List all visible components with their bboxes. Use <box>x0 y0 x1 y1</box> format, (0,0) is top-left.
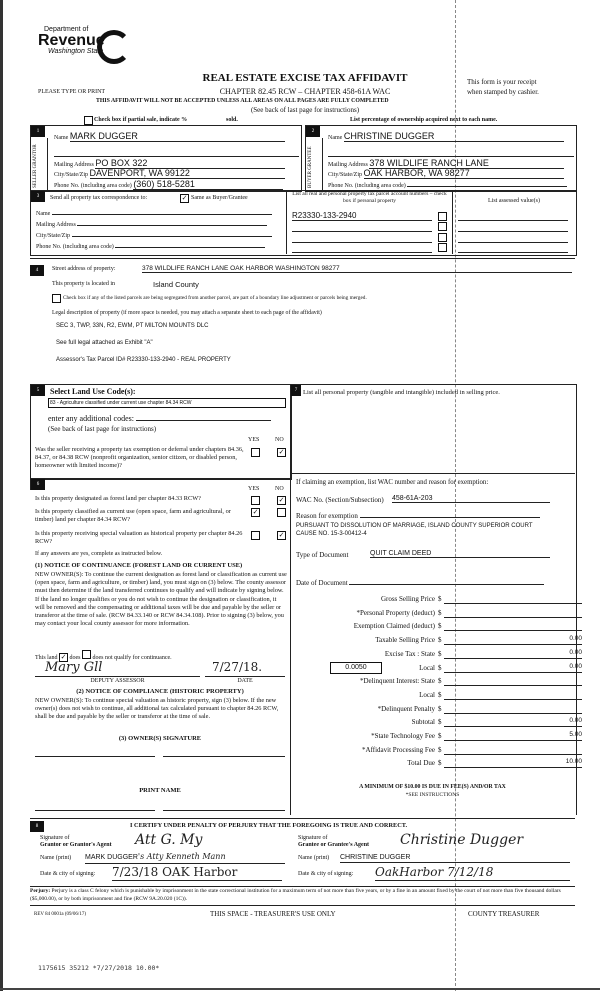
form-title: REAL ESTATE EXCISE TAX AFFIDAVIT <box>202 72 408 84</box>
grantee-date-city[interactable]: OakHarbor 7/12/18 <box>375 865 494 879</box>
section-number-4: 4 <box>30 265 44 276</box>
currency-symbol: $ <box>438 663 442 672</box>
assessor-signature: Mary Gll <box>45 660 103 675</box>
fee-label: Exemption Claimed (deduct) <box>353 622 435 631</box>
land-use-label: Select Land Use Code(s): <box>50 387 136 396</box>
buyer-phone-blank <box>407 179 567 187</box>
perjury-notice <box>30 888 575 903</box>
fee-label: *State Technology Fee <box>371 732 435 740</box>
corr-address-field[interactable] <box>36 219 267 228</box>
label: Grantor or Grantor's Agent <box>40 842 112 848</box>
divider <box>30 886 575 887</box>
grantee-signature-label <box>298 835 369 849</box>
forest-land-question: Is this property designated as forest land per chapter 84.33 RCW? <box>35 495 201 502</box>
divider <box>452 190 453 254</box>
label: Mailing Address <box>36 222 76 228</box>
seller-side-label: SELLER GRANTOR <box>33 144 38 188</box>
fee-label: Taxable Selling Price <box>375 636 435 645</box>
currency-symbol: $ <box>438 677 442 686</box>
buyer-name-value: CHRISTINE DUGGER <box>344 131 564 142</box>
assessed-value-3[interactable] <box>458 242 568 243</box>
minimum-due-note: A MINIMUM OF $10.00 IS DUE IN FEE(S) AND/OR TAX <box>359 784 506 790</box>
label: qualify for continuance. <box>114 655 172 661</box>
grantor-signature-label <box>40 835 112 849</box>
buyer-name-field[interactable] <box>328 131 564 142</box>
label: Reason for exemption <box>296 512 358 520</box>
label: Phone No. (including area code) <box>328 183 406 189</box>
section-number-8: 8 <box>30 821 44 832</box>
divider <box>30 478 290 479</box>
divider <box>290 473 575 474</box>
seller-address-value: PO BOX 322 <box>95 158 285 169</box>
reason-label-row <box>296 511 540 520</box>
street-label: Street address of property: <box>52 266 116 272</box>
seller-name-field[interactable] <box>54 131 285 142</box>
parcel-number-4[interactable] <box>292 252 432 253</box>
parcel-header: List all real and personal property tax parcel account numbers – check box if personal property <box>292 191 447 204</box>
assessed-value-1[interactable] <box>458 220 568 221</box>
legal-description-label: Legal description of property (if more space is needed, you may attach a separate sheet to each page of the affidavit) <box>52 310 322 316</box>
grantor-name-field[interactable] <box>85 853 226 862</box>
personal-property-checkbox[interactable] <box>438 222 447 231</box>
label: Name <box>36 211 51 217</box>
corr-name-field[interactable] <box>36 208 272 217</box>
line <box>85 863 285 864</box>
send-correspondence-label: Send all property tax correspondence to: <box>50 195 148 201</box>
does-qualify-checkbox[interactable]: ✓ <box>60 653 67 661</box>
county-treasurer-label: COUNTY TREASURER <box>468 910 540 918</box>
warning-text: THIS AFFIDAVIT WILL NOT BE ACCEPTED UNLESS ALL AREAS ON ALL PAGES ARE FULLY COMPLETED <box>96 98 389 104</box>
exemption-label: If claiming an exemption, list WAC number and reason for exemption: <box>296 479 489 486</box>
deputy-assessor-label: DEPUTY ASSESSOR <box>90 678 145 684</box>
currency-symbol: $ <box>438 622 442 631</box>
fee-label: *Personal Property (deduct) <box>356 608 435 617</box>
assessed-header: List assessed value(s) <box>488 198 540 204</box>
label: Phone No. (including area code) <box>54 183 132 189</box>
seller-city-value: DAVENPORT, WA 99122 <box>90 168 285 179</box>
assessor-date: 7/27/18. <box>212 660 263 674</box>
exemption-yes-checkbox[interactable] <box>251 448 260 457</box>
fee-label: Excise Tax : State <box>384 649 435 658</box>
print-name-label: PRINT NAME <box>139 787 181 794</box>
notice-continuance-body: NEW OWNER(S): To continue the current designation as forest land or classification as current use (open space, farm and agriculture, or timber) land, you must sign on (3) below. The county assessor must then determine if the land transferred continues to qualify and will indicate by signing below. If the land no longer qualifies or you do not wish to continue the designation or classification, it will be removed and the compensating or additional taxes will be due and payable by the seller or transferor at the time of sale. (RCW 84.33.140 or RCW 84.34.108). Prior to signing (3) below, you may contact your local county assessor for more information. <box>35 571 287 628</box>
reason-value[interactable]: PURSUANT TO DISSOLUTION OF MARRIAGE, ISLAND COUNTY SUPERIOR COURT CAUSE NO. 15-3-00412-4 <box>296 523 533 537</box>
does-not-qualify-checkbox[interactable] <box>82 650 91 659</box>
buyer-city-field[interactable] <box>328 168 564 179</box>
signature-line <box>35 676 200 677</box>
label: This land <box>35 655 58 661</box>
divider <box>286 190 287 254</box>
name-print-label: Name (print) <box>298 855 330 861</box>
currency-symbol: $ <box>438 745 442 754</box>
label: does <box>69 655 81 661</box>
yes-header: YES <box>248 437 260 443</box>
personal-property-checkbox[interactable] <box>438 212 447 221</box>
historic-no-checkbox[interactable]: ✓ <box>278 531 285 539</box>
seller-name-value: MARK DUGGER <box>70 131 285 142</box>
parcel-number-3[interactable] <box>292 242 432 243</box>
see-back-text: (See back of last page for instructions) <box>250 106 360 114</box>
handwritten-name-annotation: 's Atty Kenneth Mann <box>137 852 226 861</box>
logo-text-top: Department of <box>44 26 89 33</box>
owner-signature-line[interactable] <box>163 756 285 757</box>
fee-value[interactable] <box>444 608 582 618</box>
additional-codes-field[interactable] <box>48 413 271 423</box>
scan-edge <box>0 0 3 991</box>
fee-value[interactable]: 5.00 <box>444 731 582 741</box>
date-city-label: Date & city of signing: <box>298 871 354 877</box>
partial-sale-label: Check box if partial sale, indicate % <box>94 117 188 123</box>
fee-value[interactable] <box>444 690 582 700</box>
date-line <box>205 676 285 677</box>
blank <box>77 219 267 226</box>
fee-value[interactable]: 0.00 <box>444 717 582 727</box>
label: Mailing Address <box>54 162 94 168</box>
chapter-text: CHAPTER 82.45 RCW – CHAPTER 458-61A WAC <box>219 87 391 96</box>
same-as-buyer-checkbox[interactable]: ✓ <box>181 194 188 202</box>
blank <box>360 511 540 518</box>
legal-line: Assessor's Tax Parcel ID# R23330-133-2940 - REAL PROPERTY <box>56 357 231 363</box>
local-rate-box[interactable]: 0.0050 <box>330 662 382 674</box>
grantor-signature[interactable]: Att G. My <box>135 832 203 848</box>
grantor-date-city[interactable]: 7/23/18 OAK Harbor <box>112 865 238 879</box>
name-print-label: Name (print) <box>40 855 72 861</box>
buyer-city-value: OAK HARBOR, WA 98277 <box>364 168 564 179</box>
fee-label: Gross Selling Price <box>380 595 435 603</box>
blank <box>349 578 544 585</box>
label: Grantee or Grantee's Agent <box>298 842 370 848</box>
fee-label: Total Due <box>407 759 435 768</box>
segregated-label: Check box if any of the listed parcels are being segregated from another parcel, are part of a boundary line adjustment or parcels being merged. <box>63 295 367 301</box>
label: Mailing Address <box>328 162 368 168</box>
divider <box>47 138 48 190</box>
historic-question: Is this property receiving special valuation as historical property per chapter 84.26 RCW? <box>35 530 243 546</box>
section-number-2: 2 <box>306 126 320 137</box>
fee-value[interactable]: 0.00 <box>444 663 582 673</box>
blank <box>115 241 265 248</box>
exemption-no-checkbox[interactable]: ✓ <box>278 448 285 456</box>
grantee-signature[interactable]: Christine Dugger <box>400 832 524 848</box>
line <box>375 880 570 881</box>
currency-symbol: $ <box>438 690 442 699</box>
dor-logo <box>38 26 105 55</box>
no-header: NO <box>275 486 284 492</box>
personal-property-checkbox[interactable] <box>438 243 447 252</box>
exemption-question: Was the seller receiving a property tax exemption or deferral under chapters 84.36, 84.37, or 84.38 RCW (nonprofit organization, senior citizen, or disabled person, homeowner with limited income)? <box>35 446 244 470</box>
parcel-number-1[interactable]: R23330-133-2940 <box>292 211 432 221</box>
label: Signature of <box>298 835 328 841</box>
same-as-buyer-label: Same as Buyer/Grantee <box>191 195 248 201</box>
blank <box>72 230 272 237</box>
currency-symbol: $ <box>438 732 442 740</box>
date-city-label: Date & city of signing: <box>40 871 96 877</box>
print-name-line[interactable] <box>35 810 155 811</box>
seller-city-field[interactable] <box>54 168 285 179</box>
buyer-phone-field[interactable] <box>328 179 567 189</box>
fee-value[interactable] <box>444 621 582 631</box>
doc-type-value[interactable]: QUIT CLAIM DEED <box>370 550 550 558</box>
buyer-side-label: BUYER GRANTEE <box>308 146 313 188</box>
section-number-5: 5 <box>31 385 45 396</box>
fee-value[interactable] <box>444 704 582 714</box>
currency-symbol: $ <box>438 759 442 768</box>
owner-signature-line[interactable] <box>35 756 155 757</box>
corr-phone-field[interactable] <box>36 241 265 250</box>
located-label: This property is located in <box>52 281 115 287</box>
please-type-text: PLEASE TYPE OR PRINT <box>38 89 106 95</box>
blank-line <box>328 156 574 157</box>
section-number-7: 7 <box>291 385 301 396</box>
notice-compliance-title: (2) NOTICE OF COMPLIANCE (HISTORIC PROPERTY) <box>76 688 244 695</box>
logo-text-main: Revenue <box>38 32 105 49</box>
fee-value[interactable]: 10.00 <box>444 758 582 768</box>
buyer-address-value: 378 WILDLIFE RANCH LANE <box>369 158 564 169</box>
notice-continuance-title: (1) NOTICE OF CONTINUANCE (FOREST LAND OR CURRENT USE) <box>35 562 243 569</box>
label: Signature of <box>40 835 70 841</box>
fee-value[interactable] <box>444 745 582 755</box>
currency-symbol: $ <box>438 608 442 617</box>
grantor-name-value: MARK DUGGER <box>85 854 138 861</box>
line <box>112 880 282 881</box>
if-yes-text: If any answers are yes, complete as instructed below. <box>35 551 163 557</box>
land-use-select[interactable]: 83 - Agriculture classified under current use chapter 84.34 RCW <box>48 398 286 408</box>
blank <box>52 208 272 215</box>
fee-value[interactable] <box>444 594 582 604</box>
wac-number-value[interactable]: 458-61A-203 <box>392 495 550 503</box>
section-number-3: 3 <box>31 191 45 202</box>
divider <box>30 818 575 819</box>
label: City/State/Zip <box>36 233 70 239</box>
label: enter any additional codes: <box>48 414 134 423</box>
divider <box>30 258 575 259</box>
assessed-value-2[interactable] <box>458 231 568 232</box>
see-instructions-note: *SEE INSTRUCTIONS <box>405 792 460 798</box>
see-back-text: (See back of last page for instructions) <box>48 425 157 433</box>
currency-symbol: $ <box>438 636 442 645</box>
current-use-question: Is this property classified as current use (open space, farm and agricultural, or timber) land per chapter 84.34 RCW? <box>35 508 231 524</box>
currency-symbol: $ <box>438 649 442 658</box>
forest-no-checkbox[interactable]: ✓ <box>278 496 285 504</box>
blank-line <box>54 156 299 157</box>
county-value[interactable]: Island County <box>153 280 199 289</box>
date-label: DATE <box>237 678 253 684</box>
logo-swirl-icon <box>97 30 131 64</box>
label: Perjury: <box>30 888 51 894</box>
label: Name <box>54 135 69 141</box>
owner-signature-title: (3) OWNER(S) SIGNATURE <box>118 735 202 742</box>
divider <box>322 138 323 190</box>
label: does not <box>92 655 113 661</box>
current-use-yes-checkbox[interactable]: ✓ <box>252 508 259 516</box>
certify-statement: I CERTIFY UNDER PENALTY OF PERJURY THAT THE FOREGOING IS TRUE AND CORRECT. <box>130 822 408 829</box>
scan-edge-bottom <box>0 988 600 990</box>
corr-city-field[interactable] <box>36 230 272 239</box>
doc-date-row[interactable] <box>296 578 544 587</box>
fee-value[interactable]: 0.00 <box>444 635 582 645</box>
blank <box>136 413 271 421</box>
yes-header: YES <box>248 486 260 492</box>
assessed-value-4[interactable] <box>458 252 568 253</box>
forest-yes-checkbox[interactable] <box>251 496 260 505</box>
perjury-text: Perjury is a class C felony which is punishable by imprisonment in the state correctional institution for a maximum term of not more than five years, or by a fine in an amount fixed by the court of not more than five thousand dollars ($5,000.00), or by both imprisonment and fine (RCW 9A.20.020 (1C)). <box>30 888 561 902</box>
ownership-note: List percentage of ownership acquired next to each name. <box>350 117 498 123</box>
legal-line: See full legal attached as Exhibit "A" <box>56 340 153 346</box>
receipt-text-1: This form is your receipt <box>467 78 537 86</box>
segregated-checkbox[interactable] <box>52 294 61 303</box>
cashier-stamp: 1175615 35212 *7/27/2018 10.00* <box>38 964 160 972</box>
currency-symbol: $ <box>438 704 442 713</box>
seller-phone-field[interactable] <box>54 179 283 190</box>
street-address-value[interactable]: 378 WILDLIFE RANCH LANE OAK HARBOR WASHINGTON 98277 <box>142 265 572 273</box>
fee-value[interactable]: 0.00 <box>444 649 582 659</box>
section-number-1: 1 <box>31 126 45 137</box>
fee-label: *Delinquent Penalty <box>377 704 435 713</box>
label: Phone No. (including area code) <box>36 244 114 250</box>
treasurer-use-label: THIS SPACE - TREASURER'S USE ONLY <box>210 910 336 918</box>
form-revision: REV 84 0001a (09/06/17) <box>34 912 86 917</box>
section-number-6: 6 <box>31 479 45 490</box>
receipt-text-2: when stamped by cashier. <box>467 88 539 96</box>
seller-phone-value: (360) 518-5281 <box>133 179 283 190</box>
personal-property-checkbox[interactable] <box>438 233 447 242</box>
label: City/State/Zip <box>54 172 88 178</box>
parcel-number-2[interactable] <box>292 231 432 232</box>
label: Date of Document <box>296 579 348 587</box>
fee-label: Local <box>419 663 435 672</box>
personal-property-label: List all personal property (tangible and intangible) included in selling price. <box>303 389 500 396</box>
divider <box>30 905 575 906</box>
fee-label: *Affidavit Processing Fee <box>362 745 435 754</box>
fee-label: Local <box>419 690 435 699</box>
doc-type-label: Type of Document <box>296 551 349 559</box>
label: Name <box>328 135 343 141</box>
historic-yes-checkbox[interactable] <box>251 531 260 540</box>
currency-symbol: $ <box>438 718 442 727</box>
wac-label: WAC No. (Section/Subsection) <box>296 496 384 504</box>
grantee-name-value[interactable]: CHRISTINE DUGGER <box>340 853 570 863</box>
logo-text-sub: Washington State <box>48 48 104 55</box>
current-use-no-checkbox[interactable] <box>277 508 286 517</box>
partial-sale-checkbox[interactable] <box>84 116 93 125</box>
currency-symbol: $ <box>438 595 442 603</box>
fee-label: Subtotal <box>411 718 435 727</box>
notice-compliance-body: NEW OWNER(S): To continue special valuation as historic property, sign (3) below. If the new owner(s) does not wish to continue, all additional tax calculated pursuant to chapter 84.26 RCW, shall be due and payable by the seller or transferor at the time of sale. <box>35 697 279 721</box>
fee-label: *Delinquent Interest: State <box>359 677 435 686</box>
no-header: NO <box>275 437 284 443</box>
sold-label: sold. <box>226 117 238 123</box>
fee-value[interactable] <box>444 676 582 686</box>
legal-line: SEC 3, TWP, 33N, R2, EWM, PT MILTON MOUNTS DLC <box>56 323 209 329</box>
print-name-line[interactable] <box>163 810 285 811</box>
label: City/State/Zip <box>328 172 362 178</box>
